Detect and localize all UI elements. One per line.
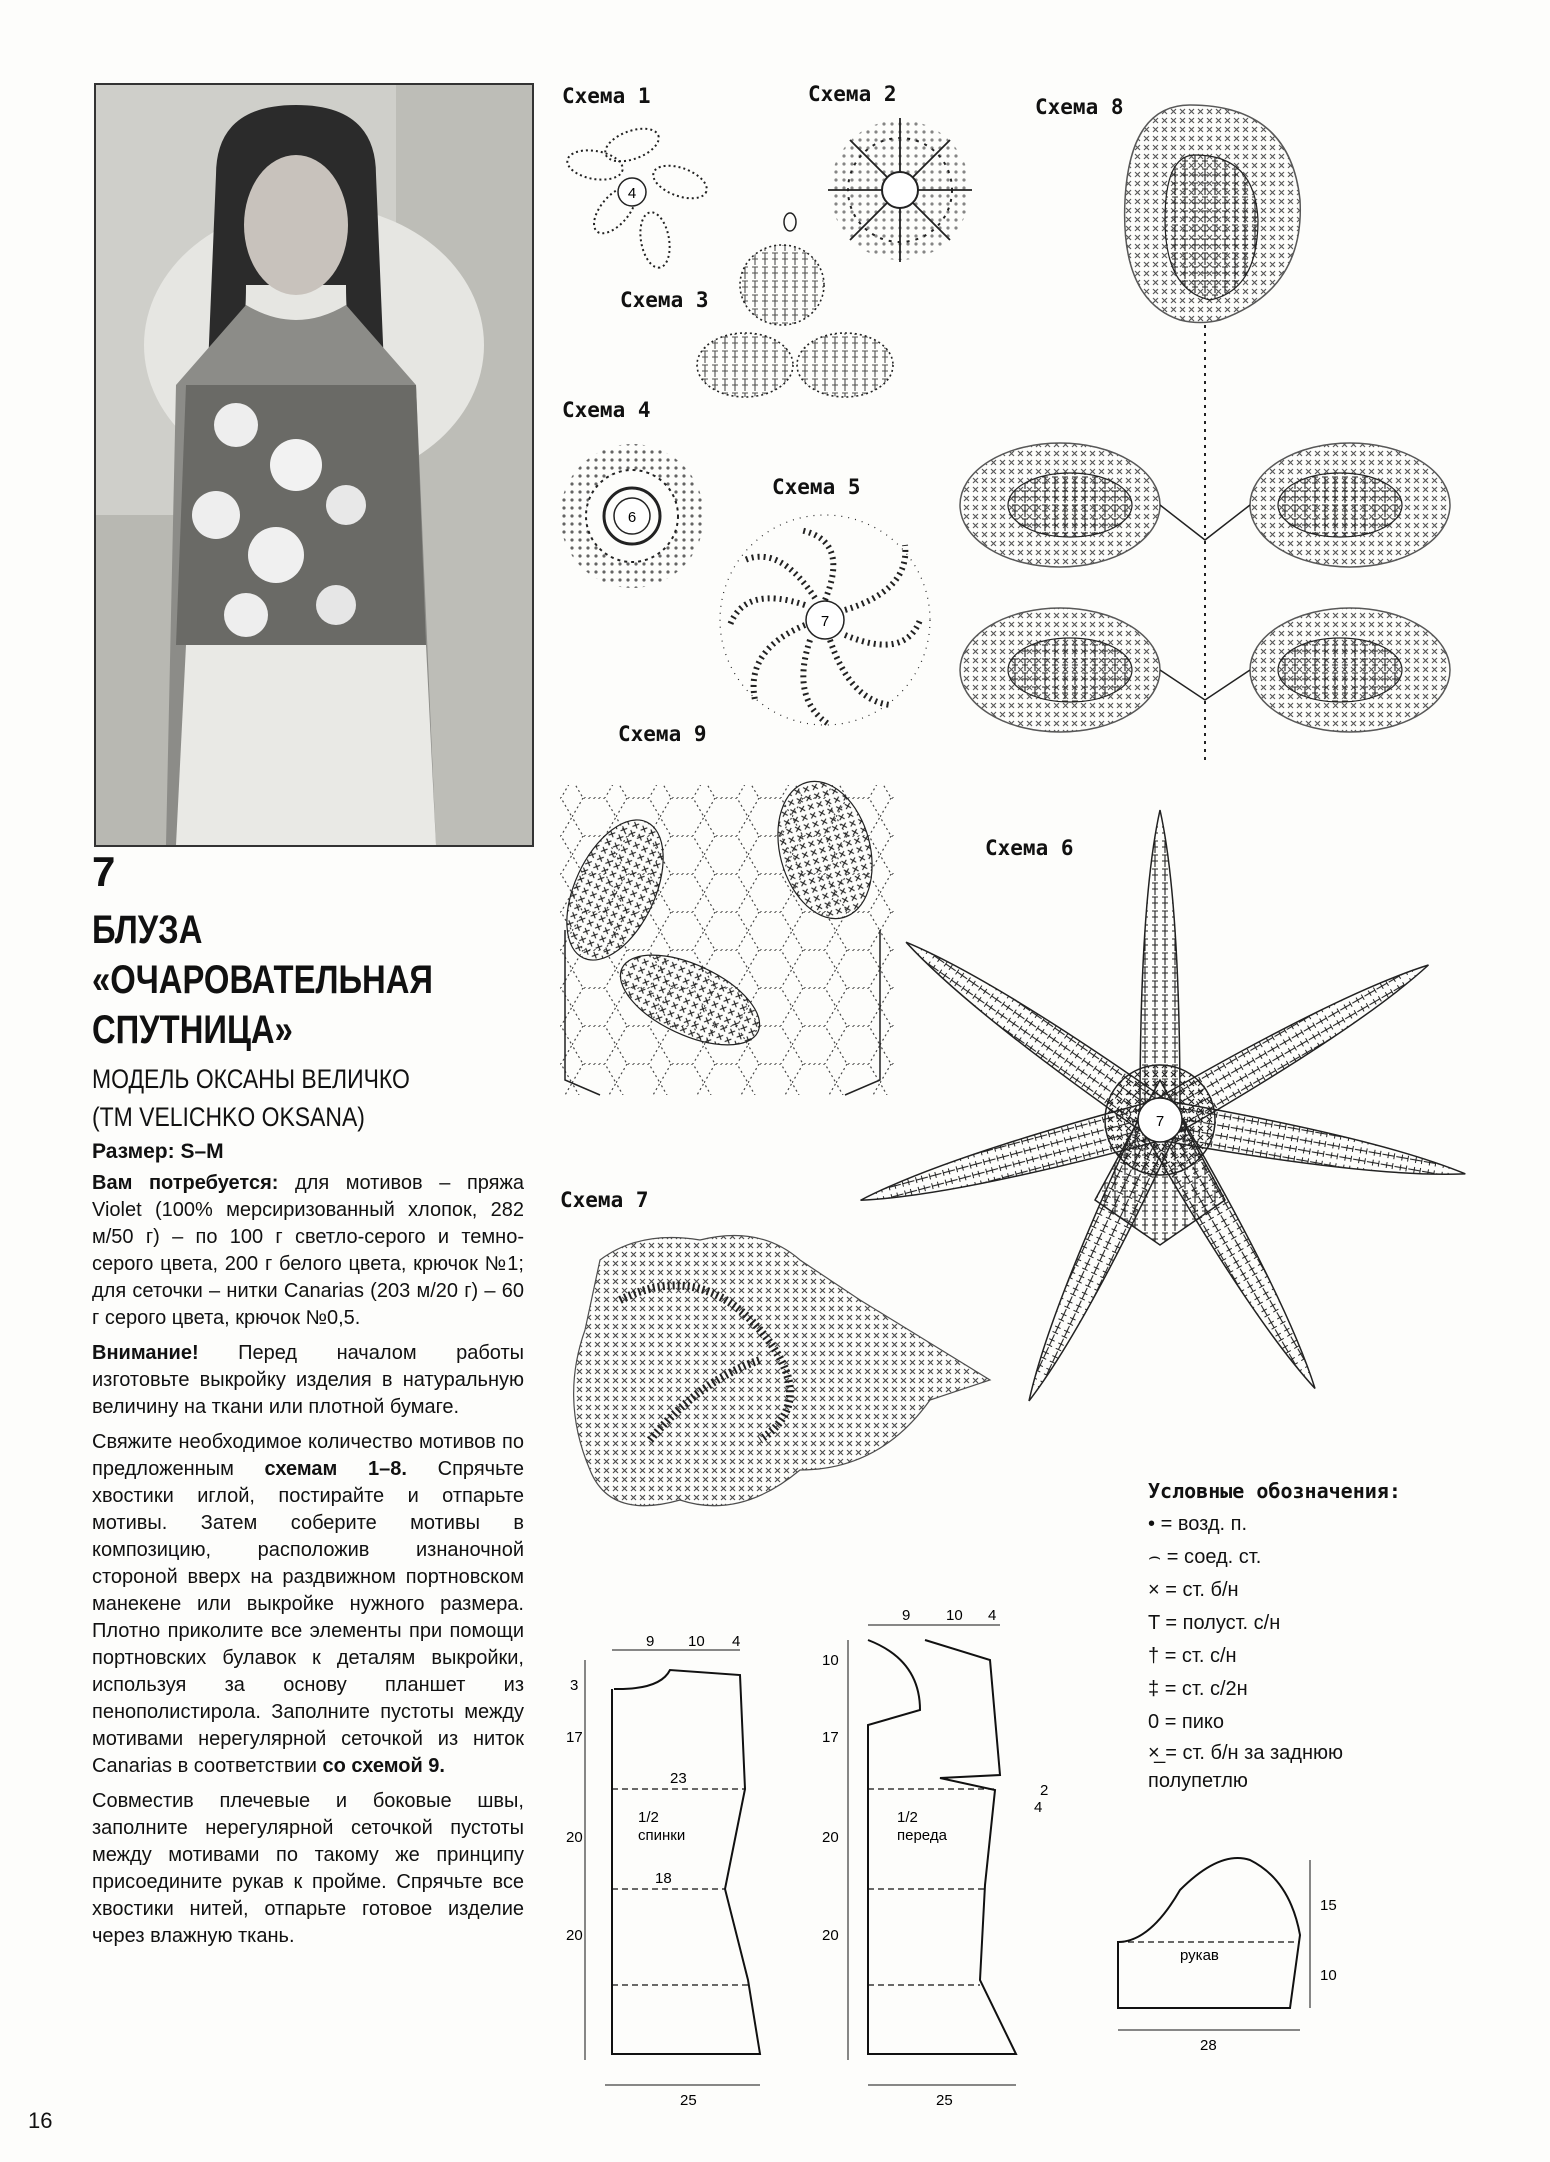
back-dim-left-1: 3 (570, 1677, 579, 1694)
back-dim-left-3: 20 (566, 1829, 583, 1846)
legend-item (1148, 1574, 1418, 1607)
front-dim-top-2: 10 (946, 1607, 963, 1624)
legend-text: = ст. с/2н (1164, 1678, 1248, 1700)
schema-6-label: Схема 6 (985, 836, 1074, 860)
sleeve-dim-right-2: 10 (1320, 1967, 1337, 1984)
legend-text: = ст. б/н за заднюю полупетлю (1148, 1742, 1344, 1792)
legend-item (1148, 1706, 1418, 1739)
legend-text: = соед. ст. (1166, 1546, 1262, 1568)
back-label-2: спинки (638, 1827, 686, 1844)
legend (1148, 1475, 1418, 1795)
front-dim-top-3: 4 (988, 1607, 997, 1624)
front-dim-bottom: 25 (936, 2092, 953, 2109)
schema-1-diagram (565, 122, 711, 270)
back-dim-inner-2: 18 (655, 1870, 672, 1887)
schema-1-number: 4 (627, 185, 637, 202)
back-dim-left-4: 20 (566, 1927, 583, 1944)
legend-item (1148, 1508, 1418, 1541)
single-crochet-icon: × (1148, 1579, 1160, 1601)
front-dim-right-2: 4 (1034, 1799, 1043, 1816)
schema-4-label: Схема 4 (562, 398, 651, 422)
schema-4-number: 6 (627, 509, 637, 526)
attention-label: Внимание! (92, 1342, 199, 1364)
legend-item (1148, 1640, 1418, 1673)
front-dim-left-3: 20 (822, 1829, 839, 1846)
size-label: Размер: (92, 1140, 175, 1163)
half-double-icon: T (1148, 1612, 1160, 1634)
legend-item (1148, 1541, 1418, 1574)
front-dim-left-2: 17 (822, 1729, 839, 1746)
front-dim-left-1: 10 (822, 1652, 839, 1669)
schema-1-label: Схема 1 (562, 84, 651, 108)
legend-item (1148, 1607, 1418, 1640)
legend-item (1148, 1739, 1418, 1795)
subtitle-line-2: (TM VELICHKO OKSANA) (92, 1102, 365, 1132)
legend-text: = ст. с/н (1164, 1645, 1237, 1667)
treble-crochet-icon: ‡ (1148, 1678, 1160, 1700)
assembly-bold-1: схемам 1–8. (264, 1458, 407, 1480)
back-dim-bottom: 25 (680, 2092, 697, 2109)
assembly-text-2: Спрячьте хвостики иглой, постирайте и отпарьте мотивы. Затем соберите мотивы в композицию, расположив изнаночной стороной вверх на раздвижном портновском манекене или выкройке нужного размера. Плотно приколите все элементы при помощи портновских булавок к деталям выкройки, используя за основу планшет из пенополистирола. Заполните пустоты между мотивами нерегулярной сеточкой из ниток Canarias в соответствии (92, 1458, 524, 1777)
size-value: S–M (180, 1140, 224, 1163)
schema-6-number: 7 (1155, 1113, 1165, 1130)
title-line-3: СПУТНИЦА» (92, 1008, 293, 1052)
legend-title: Условные обозначения: (1148, 1479, 1401, 1503)
schema-2-diagram (828, 118, 972, 262)
assembly-text-1: Свяжите необходимое количество мотивов по предложенным (92, 1431, 524, 1480)
schema-5-label: Схема 5 (772, 475, 861, 499)
back-dim-left-2: 17 (566, 1729, 583, 1746)
schema-7-diagram (574, 1236, 990, 1506)
materials-text: для мотивов – пряжа Violet (100% мерсиризованный хлопок, 282 м/50 г) – по 100 г светло-серого и темно-серого цвета, 200 г белого цвета, крючок №1; для сеточки – нитки Canarias (203 м/20 г) – 60 г серого цвета, крючок №0,5. (92, 1172, 525, 1329)
sleeve-dim-bottom: 28 (1200, 2037, 1217, 2054)
front-pattern (822, 1607, 1048, 2109)
materials-label: Вам потребуется: (92, 1172, 279, 1194)
legend-item (1148, 1673, 1418, 1706)
schema-5-diagram (720, 515, 930, 725)
sleeve-label: рукав (1180, 1947, 1219, 1964)
item-number: 7 (92, 848, 116, 895)
assembly-bold-2: со схемой 9. (322, 1755, 445, 1777)
schema-9-label: Схема 9 (618, 722, 707, 746)
back-dim-top-2: 10 (688, 1633, 705, 1650)
page-number: 16 (28, 2108, 53, 2133)
back-dim-inner-1: 23 (670, 1770, 687, 1787)
double-crochet-icon: † (1148, 1645, 1160, 1667)
legend-text: = полуст. с/н (1165, 1612, 1281, 1634)
back-dim-top-3: 4 (732, 1633, 741, 1650)
schema-8-label: Схема 8 (1035, 95, 1124, 119)
legend-text: = возд. п. (1160, 1513, 1248, 1535)
schema-7-label: Схема 7 (560, 1188, 649, 1212)
back-pattern (566, 1633, 760, 2109)
front-dim-top-1: 9 (902, 1607, 911, 1624)
subtitle-line-1: МОДЕЛЬ ОКСАНЫ ВЕЛИЧКО (92, 1064, 410, 1094)
schema-6-diagram (855, 810, 1468, 1409)
title-line-2: «ОЧАРОВАТЕЛЬНАЯ (92, 958, 434, 1002)
picot-icon: 0 (1148, 1711, 1160, 1733)
sleeve-dim-right-1: 15 (1320, 1897, 1337, 1914)
attention-text: Перед началом работы изготовьте выкройку изделия в натуральную величину на ткани или плотной бумаге. (92, 1342, 525, 1418)
front-label-2: переда (897, 1827, 947, 1844)
legend-text: = пико (1164, 1711, 1225, 1733)
back-loop-sc-icon: ×̲ (1148, 1742, 1160, 1764)
legend-text: = ст. б/н (1165, 1579, 1239, 1601)
back-label-1: 1/2 (638, 1809, 659, 1826)
schema-9-diagram (547, 771, 895, 1095)
sleeve-pattern (1118, 1858, 1337, 2054)
schema-3-label: Схема 3 (620, 288, 709, 312)
finishing-paragraph: Совместив плечевые и боковые швы, заполните нерегулярной сеточкой пустоты между мотивами по такому же принципу присоедините рукав к пройме. Спрячьте все хвостики нитей, отпарьте готовое изделие через влажную ткань. (92, 1790, 524, 1947)
schema-2-label: Схема 2 (808, 82, 897, 106)
schema-8-diagram (960, 105, 1450, 760)
schema-4-diagram (560, 444, 704, 588)
schema-5-number: 7 (820, 613, 830, 630)
front-label-1: 1/2 (897, 1809, 918, 1826)
chain-stitch-icon: • (1148, 1513, 1156, 1535)
title-line-1: БЛУЗА (92, 908, 203, 952)
front-dim-left-4: 20 (822, 1927, 839, 1944)
back-dim-top-1: 9 (646, 1633, 655, 1650)
front-dim-right-1: 2 (1040, 1782, 1049, 1799)
slip-stitch-icon: ⌢ (1148, 1546, 1162, 1568)
